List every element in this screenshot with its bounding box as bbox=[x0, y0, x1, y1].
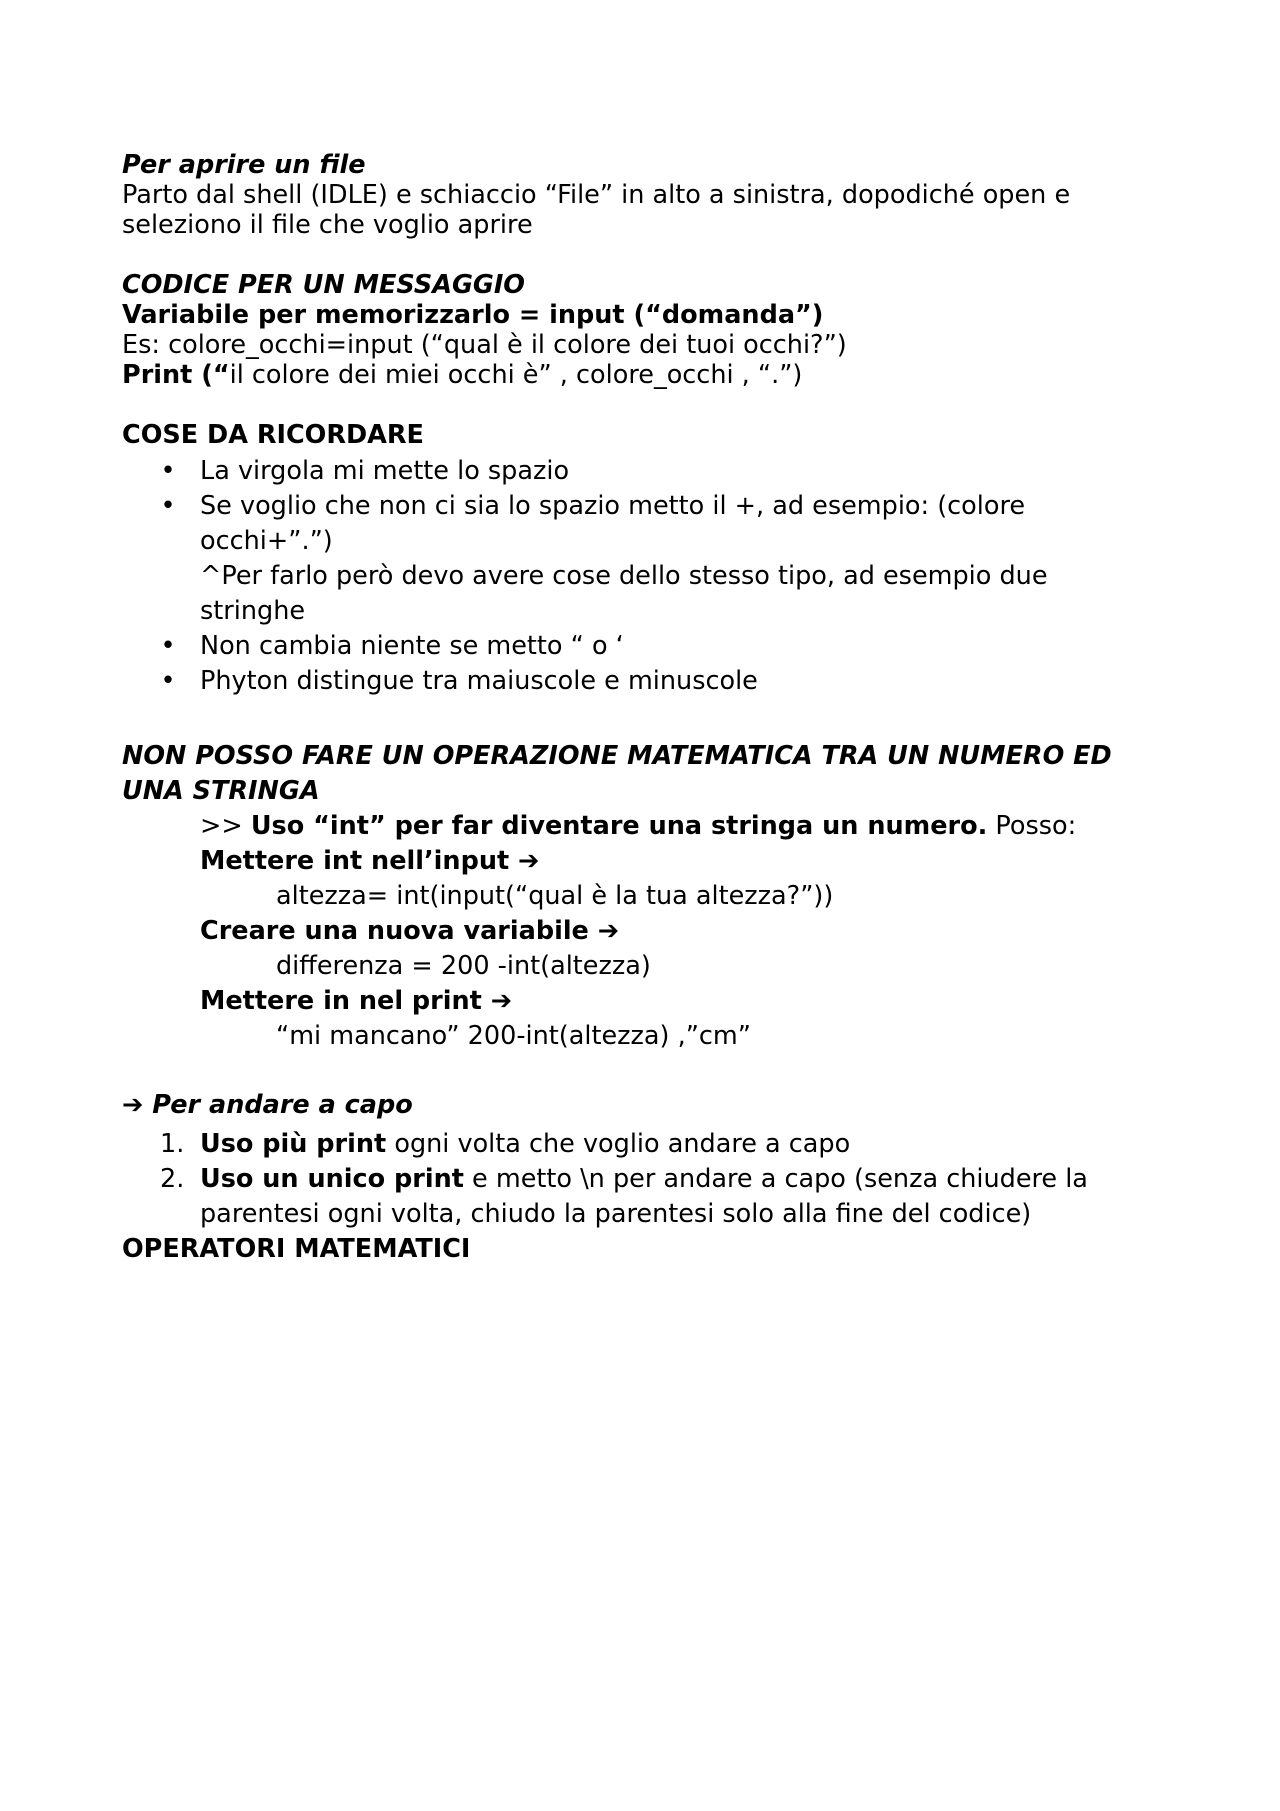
remember-list bbox=[122, 454, 1162, 699]
math-item-code: “mi mancano” 200-int(altezza) ,”cm” bbox=[276, 1021, 751, 1051]
bullet-text: stringhe bbox=[200, 596, 306, 626]
arrow-right-icon: ➔ bbox=[122, 1090, 144, 1120]
message-print-line bbox=[122, 360, 1162, 390]
bullet-text: Se voglio che non ci sia lo spazio metto il +, ad esempio: (colore bbox=[200, 491, 1026, 521]
list-item bbox=[122, 664, 1162, 699]
math-item-label bbox=[122, 914, 1162, 949]
item-rest: ogni volta che voglio andare a capo bbox=[386, 1129, 851, 1159]
bullet-text: occhi+”.”) bbox=[200, 526, 333, 556]
item-label-text: Mettere int nell’input bbox=[200, 846, 519, 876]
intro-rest: Posso: bbox=[987, 811, 1077, 841]
item-rest: parentesi ogni volta, chiudo la parentesi solo alla fine del codice) bbox=[200, 1199, 1032, 1229]
item-rest: e metto \n per andare a capo (senza chiudere la bbox=[463, 1164, 1088, 1194]
heading-newline-text: Per andare a capo bbox=[143, 1090, 413, 1120]
bullet-icon: • bbox=[160, 666, 176, 696]
list-item bbox=[122, 629, 1162, 664]
arrow-right-icon: ➔ bbox=[518, 846, 540, 876]
bullet-icon: • bbox=[160, 491, 176, 521]
intro-prefix: >> bbox=[200, 811, 251, 841]
heading-operators: OPERATORI MATEMATICI bbox=[122, 1234, 471, 1264]
newline-list bbox=[122, 1127, 1162, 1232]
bullet-icon: • bbox=[160, 631, 176, 661]
list-item bbox=[122, 1127, 1162, 1162]
math-item-code: altezza= int(input(“qual è la tua altezza?”)) bbox=[276, 881, 834, 911]
message-variable-line: Variabile per memorizzarlo = input (“domanda”) bbox=[122, 300, 824, 330]
open-file-line-2: seleziono il file che voglio aprire bbox=[122, 210, 533, 240]
heading-message-code: CODICE PER UN MESSAGGIO bbox=[122, 270, 525, 300]
list-item bbox=[122, 1162, 1162, 1232]
document-page bbox=[122, 150, 1162, 1267]
heading-math-line-2: UNA STRINGA bbox=[122, 776, 320, 806]
arrow-right-icon: ➔ bbox=[597, 916, 620, 946]
item-bold: Uso più print bbox=[200, 1129, 387, 1159]
print-keyword: Print (“ bbox=[122, 360, 230, 390]
heading-open-file: Per aprire un file bbox=[122, 150, 366, 180]
arrow-right-icon: ➔ bbox=[490, 986, 513, 1016]
list-item bbox=[122, 454, 1162, 489]
math-item-label bbox=[122, 984, 1162, 1019]
heading-newline bbox=[122, 1088, 1162, 1123]
list-item bbox=[122, 489, 1162, 629]
bullet-text: Non cambia niente se metto “ o ‘ bbox=[200, 631, 624, 661]
print-args: il colore dei miei occhi è” , colore_occhi , “.”) bbox=[229, 360, 803, 390]
intro-bold: Uso “int” per far diventare una stringa un numero. bbox=[250, 811, 988, 841]
bullet-text: Phyton distingue tra maiuscole e minuscole bbox=[200, 666, 758, 696]
heading-math-line-1: NON POSSO FARE UN OPERAZIONE MATEMATICA TRA UN NUMERO ED bbox=[122, 741, 1112, 771]
open-file-line-1: Parto dal shell (IDLE) e schiaccio “File” in alto a sinistra, dopodiché open e bbox=[122, 180, 1071, 210]
heading-remember: COSE DA RICORDARE bbox=[122, 420, 424, 450]
bullet-icon: • bbox=[160, 456, 176, 486]
list-number: 2. bbox=[160, 1164, 185, 1194]
math-item-code: differenza = 200 -int(altezza) bbox=[276, 951, 651, 981]
list-number: 1. bbox=[160, 1129, 185, 1159]
item-bold: Uso un unico print bbox=[200, 1164, 464, 1194]
bullet-text: ^Per farlo però devo avere cose dello stesso tipo, ad esempio due bbox=[200, 561, 1048, 591]
item-label-text: Mettere in nel print bbox=[200, 986, 491, 1016]
message-example-line: Es: colore_occhi=input (“qual è il colore dei tuoi occhi?”) bbox=[122, 330, 847, 360]
item-label-text: Creare una nuova variabile bbox=[200, 916, 598, 946]
bullet-text: La virgola mi mette lo spazio bbox=[200, 456, 570, 486]
math-item-label bbox=[122, 844, 1162, 879]
math-intro bbox=[122, 809, 1162, 844]
